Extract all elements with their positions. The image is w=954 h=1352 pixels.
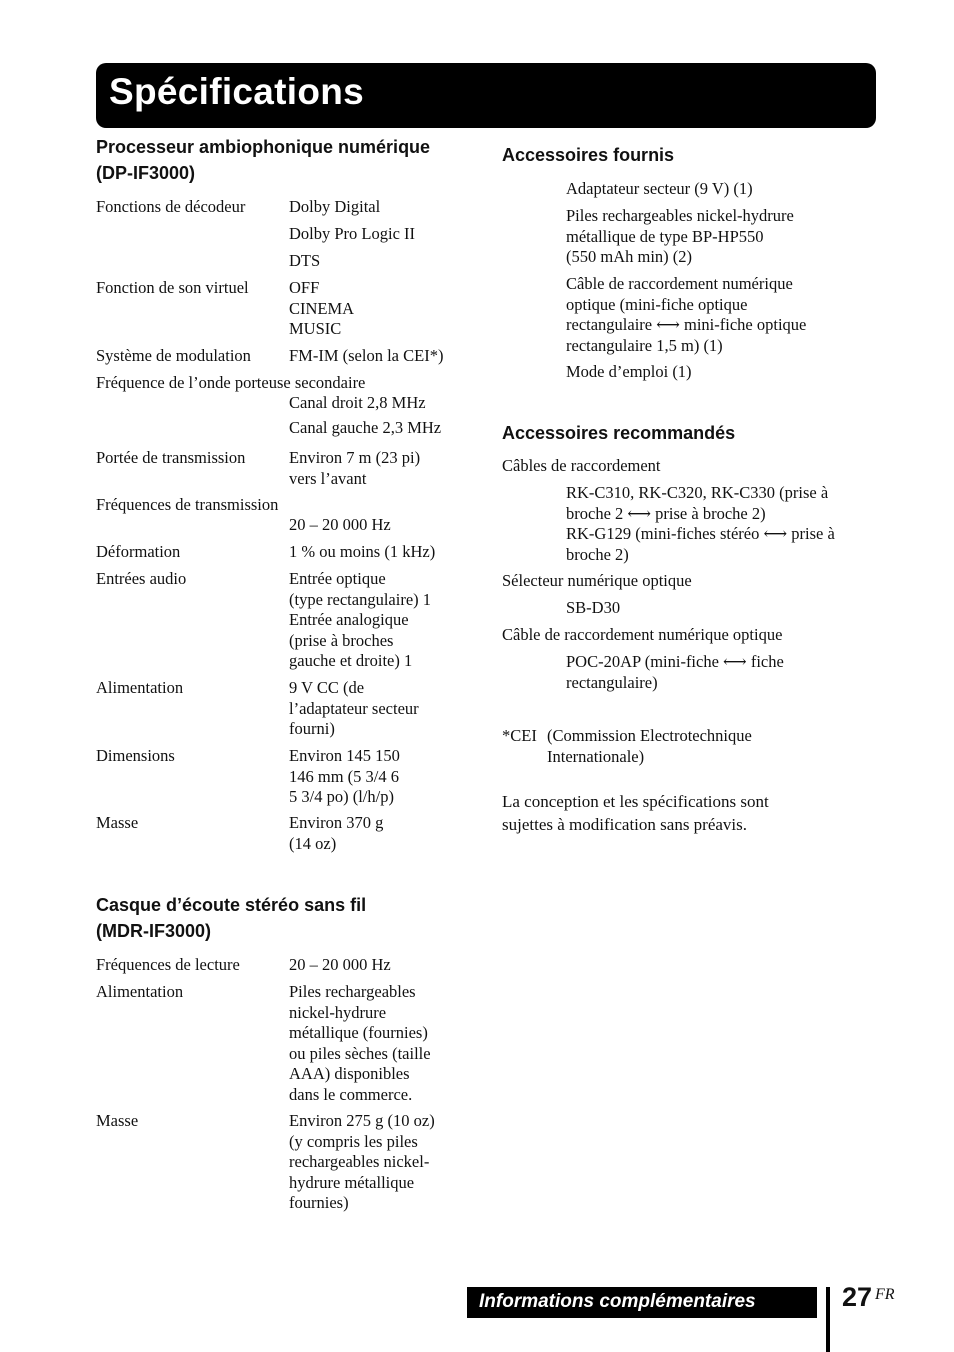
spec-value xyxy=(289,278,354,340)
spec-label: Masse xyxy=(96,813,139,832)
accessory-line: rectangulaire ⟷ mini-fiche optique xyxy=(566,315,807,334)
spec-value-line: gauche et droite) 1 xyxy=(289,651,413,670)
heading-line: (MDR-IF3000) xyxy=(96,921,212,941)
spec-value-line: Environ 145 150 xyxy=(289,746,400,765)
cable-line: RK-G129 (mini-fiches stéréo ⟷ prise à xyxy=(566,524,835,543)
optical-cable-value xyxy=(566,652,866,693)
spec-value-line: 9 V CC (de xyxy=(289,678,365,697)
spec-label: Alimentation xyxy=(96,678,184,697)
spec-value-line: CINEMA xyxy=(289,298,355,318)
spec-value-line: (type rectangulaire) 1 xyxy=(289,589,432,609)
optical-cable-line: POC-20AP (mini-fiche ⟷ fiche xyxy=(566,652,784,671)
spec-value-line: hydrure métallique xyxy=(289,1172,415,1192)
spec-value-line: AAA) disponibles xyxy=(289,1064,410,1083)
spec-value-line: Dolby Pro Logic II xyxy=(289,224,416,243)
notice xyxy=(502,790,832,836)
footer-section-tab xyxy=(467,1287,817,1318)
section-heading-accessories-supplied: Accessoires fournis xyxy=(502,145,675,165)
accessory-item xyxy=(566,206,866,268)
accessory-item xyxy=(566,274,866,356)
heading-line: (DP-IF3000) xyxy=(96,163,196,183)
spec-value-line: rechargeables nickel- xyxy=(289,1152,430,1171)
page-title: Spécifications xyxy=(109,71,365,112)
accessory-item xyxy=(566,179,866,200)
spec-value-line: Dolby Digital xyxy=(289,197,381,216)
spec-value-line: Environ 7 m (23 pi) xyxy=(289,448,421,467)
cei-line: (Commission Electrotechnique xyxy=(547,726,752,745)
spec-value xyxy=(289,448,420,489)
spec-value xyxy=(289,224,415,245)
spec-value-line: vers l’avant xyxy=(289,468,367,488)
accessory-line: métallique de type BP-HP550 xyxy=(566,226,764,246)
accessory-item xyxy=(566,362,866,383)
footer-rule xyxy=(826,1287,830,1352)
accessory-line: Adaptateur secteur (9 V) (1) xyxy=(566,179,753,198)
spec-value xyxy=(289,251,320,272)
spec-label: Alimentation xyxy=(96,982,184,1001)
spec-value xyxy=(289,813,383,854)
spec-value-line: 20 – 20 000 Hz xyxy=(289,955,391,974)
spec-value-line: 1 % ou moins (1 kHz) xyxy=(289,542,436,561)
spec-value-line: dans le commerce. xyxy=(289,1084,413,1104)
selector-label: Sélecteur numérique optique xyxy=(502,571,692,590)
spec-value xyxy=(289,955,391,976)
spec-label: Déformation xyxy=(96,542,181,561)
spec-value-line: FM-IM (selon la CEI*) xyxy=(289,346,444,365)
accessory-line: Câble de raccordement numérique xyxy=(566,274,793,293)
footer-section-label: Informations complémentaires xyxy=(479,1291,756,1312)
cable-line: broche 2) xyxy=(566,544,629,564)
spec-label: Système de modulation xyxy=(96,346,251,365)
spec-value xyxy=(289,515,391,536)
accessory-line: Mode d’emploi (1) xyxy=(566,362,692,381)
spec-value xyxy=(289,1111,435,1214)
spec-value xyxy=(289,982,431,1105)
spec-value-line: Environ 370 g xyxy=(289,813,384,832)
spec-label: Masse xyxy=(96,1111,139,1130)
spec-value-line: DTS xyxy=(289,251,321,270)
section-heading-accessories-recommended: Accessoires recommandés xyxy=(502,423,736,443)
accessory-line: (550 mAh min) (2) xyxy=(566,247,693,266)
spec-value-line: OFF xyxy=(289,278,320,297)
spec-value-line: 146 mm (5 3/4 6 xyxy=(289,766,399,786)
cei-definition xyxy=(547,726,752,767)
spec-value xyxy=(289,542,435,563)
title-bar xyxy=(96,63,876,128)
spec-value-line: Entrée analogique xyxy=(289,610,409,629)
spec-value xyxy=(289,746,400,808)
spec-label: Fonction de son virtuel xyxy=(96,278,249,297)
spec-value-line: fournies) xyxy=(289,1193,349,1212)
spec-value xyxy=(289,569,431,672)
spec-label: Portée de transmission xyxy=(96,448,246,467)
spec-label: Entrées audio xyxy=(96,569,187,588)
spec-label: Fréquences de lecture xyxy=(96,955,240,974)
cable-line: RK-C310, RK-C320, RK-C330 (prise à xyxy=(566,483,829,502)
optical-cable-line: rectangulaire) xyxy=(566,672,658,692)
spec-value-line: Canal droit 2,8 MHz xyxy=(289,393,426,412)
heading-line: Casque d’écoute stéréo sans fil xyxy=(96,895,367,915)
spec-value-line: ou piles sèches (taille xyxy=(289,1043,431,1063)
spec-value-line: Piles rechargeables xyxy=(289,982,416,1001)
accessory-line: Piles rechargeables nickel-hydrure xyxy=(566,206,794,225)
spec-value-line: nickel-hydrure xyxy=(289,1002,387,1022)
selector-value: SB-D30 xyxy=(566,598,621,617)
spec-value xyxy=(289,346,443,367)
spec-label: Fréquence de l’onde porteuse secondaire xyxy=(96,373,366,392)
spec-value-line: 20 – 20 000 Hz xyxy=(289,515,391,534)
spec-value-line: Environ 275 g (10 oz) xyxy=(289,1111,435,1130)
page-number: 27 xyxy=(842,1282,873,1312)
cables-list xyxy=(566,483,866,565)
spec-value-line: métallique (fournies) xyxy=(289,1023,428,1042)
spec-value-line: MUSIC xyxy=(289,319,342,338)
section-heading-headphones xyxy=(96,892,366,944)
spec-value-line: Entrée optique xyxy=(289,569,386,588)
spec-value xyxy=(289,393,426,414)
spec-value xyxy=(289,678,419,740)
spec-value xyxy=(289,197,380,218)
spec-value-line: l’adaptateur secteur xyxy=(289,698,419,718)
spec-value xyxy=(289,418,441,439)
cei-key: *CEI xyxy=(502,726,537,745)
cables-label: Câbles de raccordement xyxy=(502,456,661,475)
spec-value-line: Canal gauche 2,3 MHz xyxy=(289,418,442,437)
spec-value-line: fourni) xyxy=(289,719,335,738)
heading-line: Processeur ambiophonique numérique xyxy=(96,137,431,157)
cable-line: broche 2 ⟷ prise à broche 2) xyxy=(566,503,766,523)
accessory-line: rectangulaire 1,5 m) (1) xyxy=(566,335,723,355)
spec-value-line: (prise à broches xyxy=(289,630,394,650)
notice-line: La conception et les spécifications sont xyxy=(502,792,769,811)
section-heading-processor xyxy=(96,134,430,186)
accessory-line: optique (mini-fiche optique xyxy=(566,294,748,314)
spec-value-line: (14 oz) xyxy=(289,833,337,853)
notice-line: sujettes à modification sans préavis. xyxy=(502,815,748,834)
optical-cable-label: Câble de raccordement numérique optique xyxy=(502,625,783,644)
spec-label: Fréquences de transmission xyxy=(96,495,279,514)
page-language: FR xyxy=(875,1286,895,1303)
spec-label: Fonctions de décodeur xyxy=(96,197,246,216)
spec-value-line: (y compris les piles xyxy=(289,1131,418,1151)
cei-line: Internationale) xyxy=(547,746,645,766)
spec-value-line: 5 3/4 po) (l/h/p) xyxy=(289,787,394,806)
spec-label: Dimensions xyxy=(96,746,175,765)
